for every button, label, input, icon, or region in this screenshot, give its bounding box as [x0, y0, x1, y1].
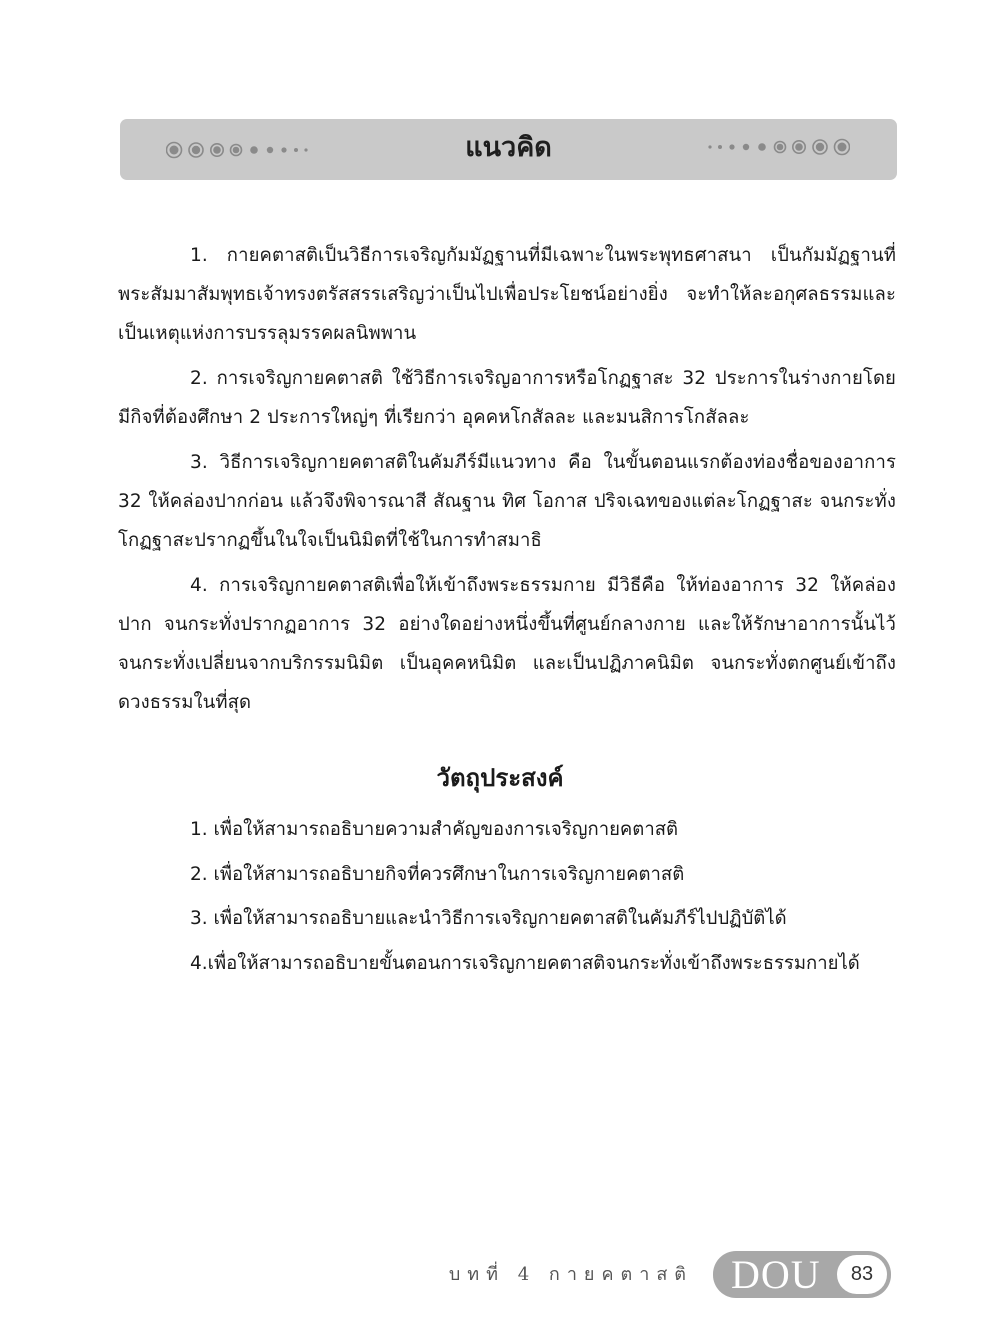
- decorative-dots-right: [704, 119, 850, 180]
- concept-title: แนวคิด: [465, 132, 552, 163]
- dou-logo: DOU: [731, 1252, 821, 1297]
- dot: [718, 145, 722, 149]
- concept-banner: [120, 119, 897, 180]
- objective-item-1: 1. เพื่อให้สามารถอธิบายความสำคัญของการเจริญกายคตาสติ: [190, 819, 679, 840]
- page-number: 83: [837, 1255, 887, 1294]
- dot: [729, 144, 734, 149]
- objective-item-4: 4.เพื่อให้สามารถอธิบายขั้นตอนการเจริญกายคตาสติจนกระทั่งเข้าถึงพระธรรมกายได้: [190, 952, 860, 974]
- dot: [777, 144, 784, 151]
- objective-item-2: 2. เพื่อให้สามารถอธิบายกิจที่ควรศึกษาในการเจริญกายคตาสติ: [190, 863, 685, 885]
- objectives-list: [190, 808, 900, 986]
- chapter-footer: บทที่ 4 กายคตาสติ: [448, 1264, 693, 1285]
- concept-paragraph-3: 3. วิธีการเจริญกายคตาสติในคัมภีร์มีแนวทาง คือ ในขั้นตอนแรกต้องท่องชื่อของอาการ 32 ให้คล่องปากก่อน แล้วจึงพิจารณาสี สัณฐาน ทิศ โอกาส ปริจเฉทของแต่ละโกฏฐาสะ จนกระทั่ง โกฏฐาสะปรากฏขึ้นในใจเป็นนิมิตที่ใช้ในการทำสมาธิ: [118, 452, 896, 551]
- dou-page-badge: [713, 1251, 891, 1298]
- objective-item-3: 3. เพื่อให้สามารถอธิบายและนำวิธีการเจริญกายคตาสติในคัมภีร์ไปปฏิบัติได้: [190, 908, 787, 929]
- dot: [743, 144, 749, 150]
- concept-paragraph-4: 4. การเจริญกายคตาสติเพื่อให้เข้าถึงพระธรรมกาย มีวิธีคือ ให้ท่องอาการ 32 ให้คล่องปาก จนกระทั่งปรากฏอาการ 32 อย่างใดอย่างหนึ่งขึ้นที่ศูนย์กลางกาย และให้รักษาอาการนั้นไว้ จนกระทั่งเปลี่ยนจากบริกรรมนิมิต เป็นอุคคหนิมิต และเป็นปฏิภาคนิมิต จนกระทั่งตกศูนย์เข้าถึงดวงธรรมในที่สุด: [118, 575, 896, 713]
- dot: [816, 143, 824, 151]
- dot: [795, 143, 803, 151]
- concept-paragraph-1: 1. กายคตาสติเป็นวิธีการเจริญกัมมัฏฐานที่มีเฉพาะในพระพุทธศาสนา เป็นกัมมัฏฐานที่พระสัมมาสัมพุทธเจ้าทรงตรัสสรรเสริญว่าเป็นไปเพื่อประโยชน์อย่างยิ่ง จะทำให้ละอกุศลธรรมและเป็นเหตุแห่งการบรรลุมรรคผลนิพพาน: [118, 245, 896, 344]
- dot: [758, 143, 766, 151]
- dot: [708, 145, 711, 148]
- dot: [838, 143, 847, 152]
- concept-paragraph-2: 2. การเจริญกายคตาสติ ใช้วิธีการเจริญอาการหรือโกฏฐาสะ 32 ประการในร่างกายโดยมีกิจที่ต้องศึกษา 2 ประการใหญ่ๆ ที่เรียกว่า อุคคหโกสัลละ และมนสิการโกสัลละ: [118, 368, 896, 428]
- concept-paragraphs: [118, 236, 896, 728]
- objectives-title: วัตถุประสงค์: [436, 764, 564, 792]
